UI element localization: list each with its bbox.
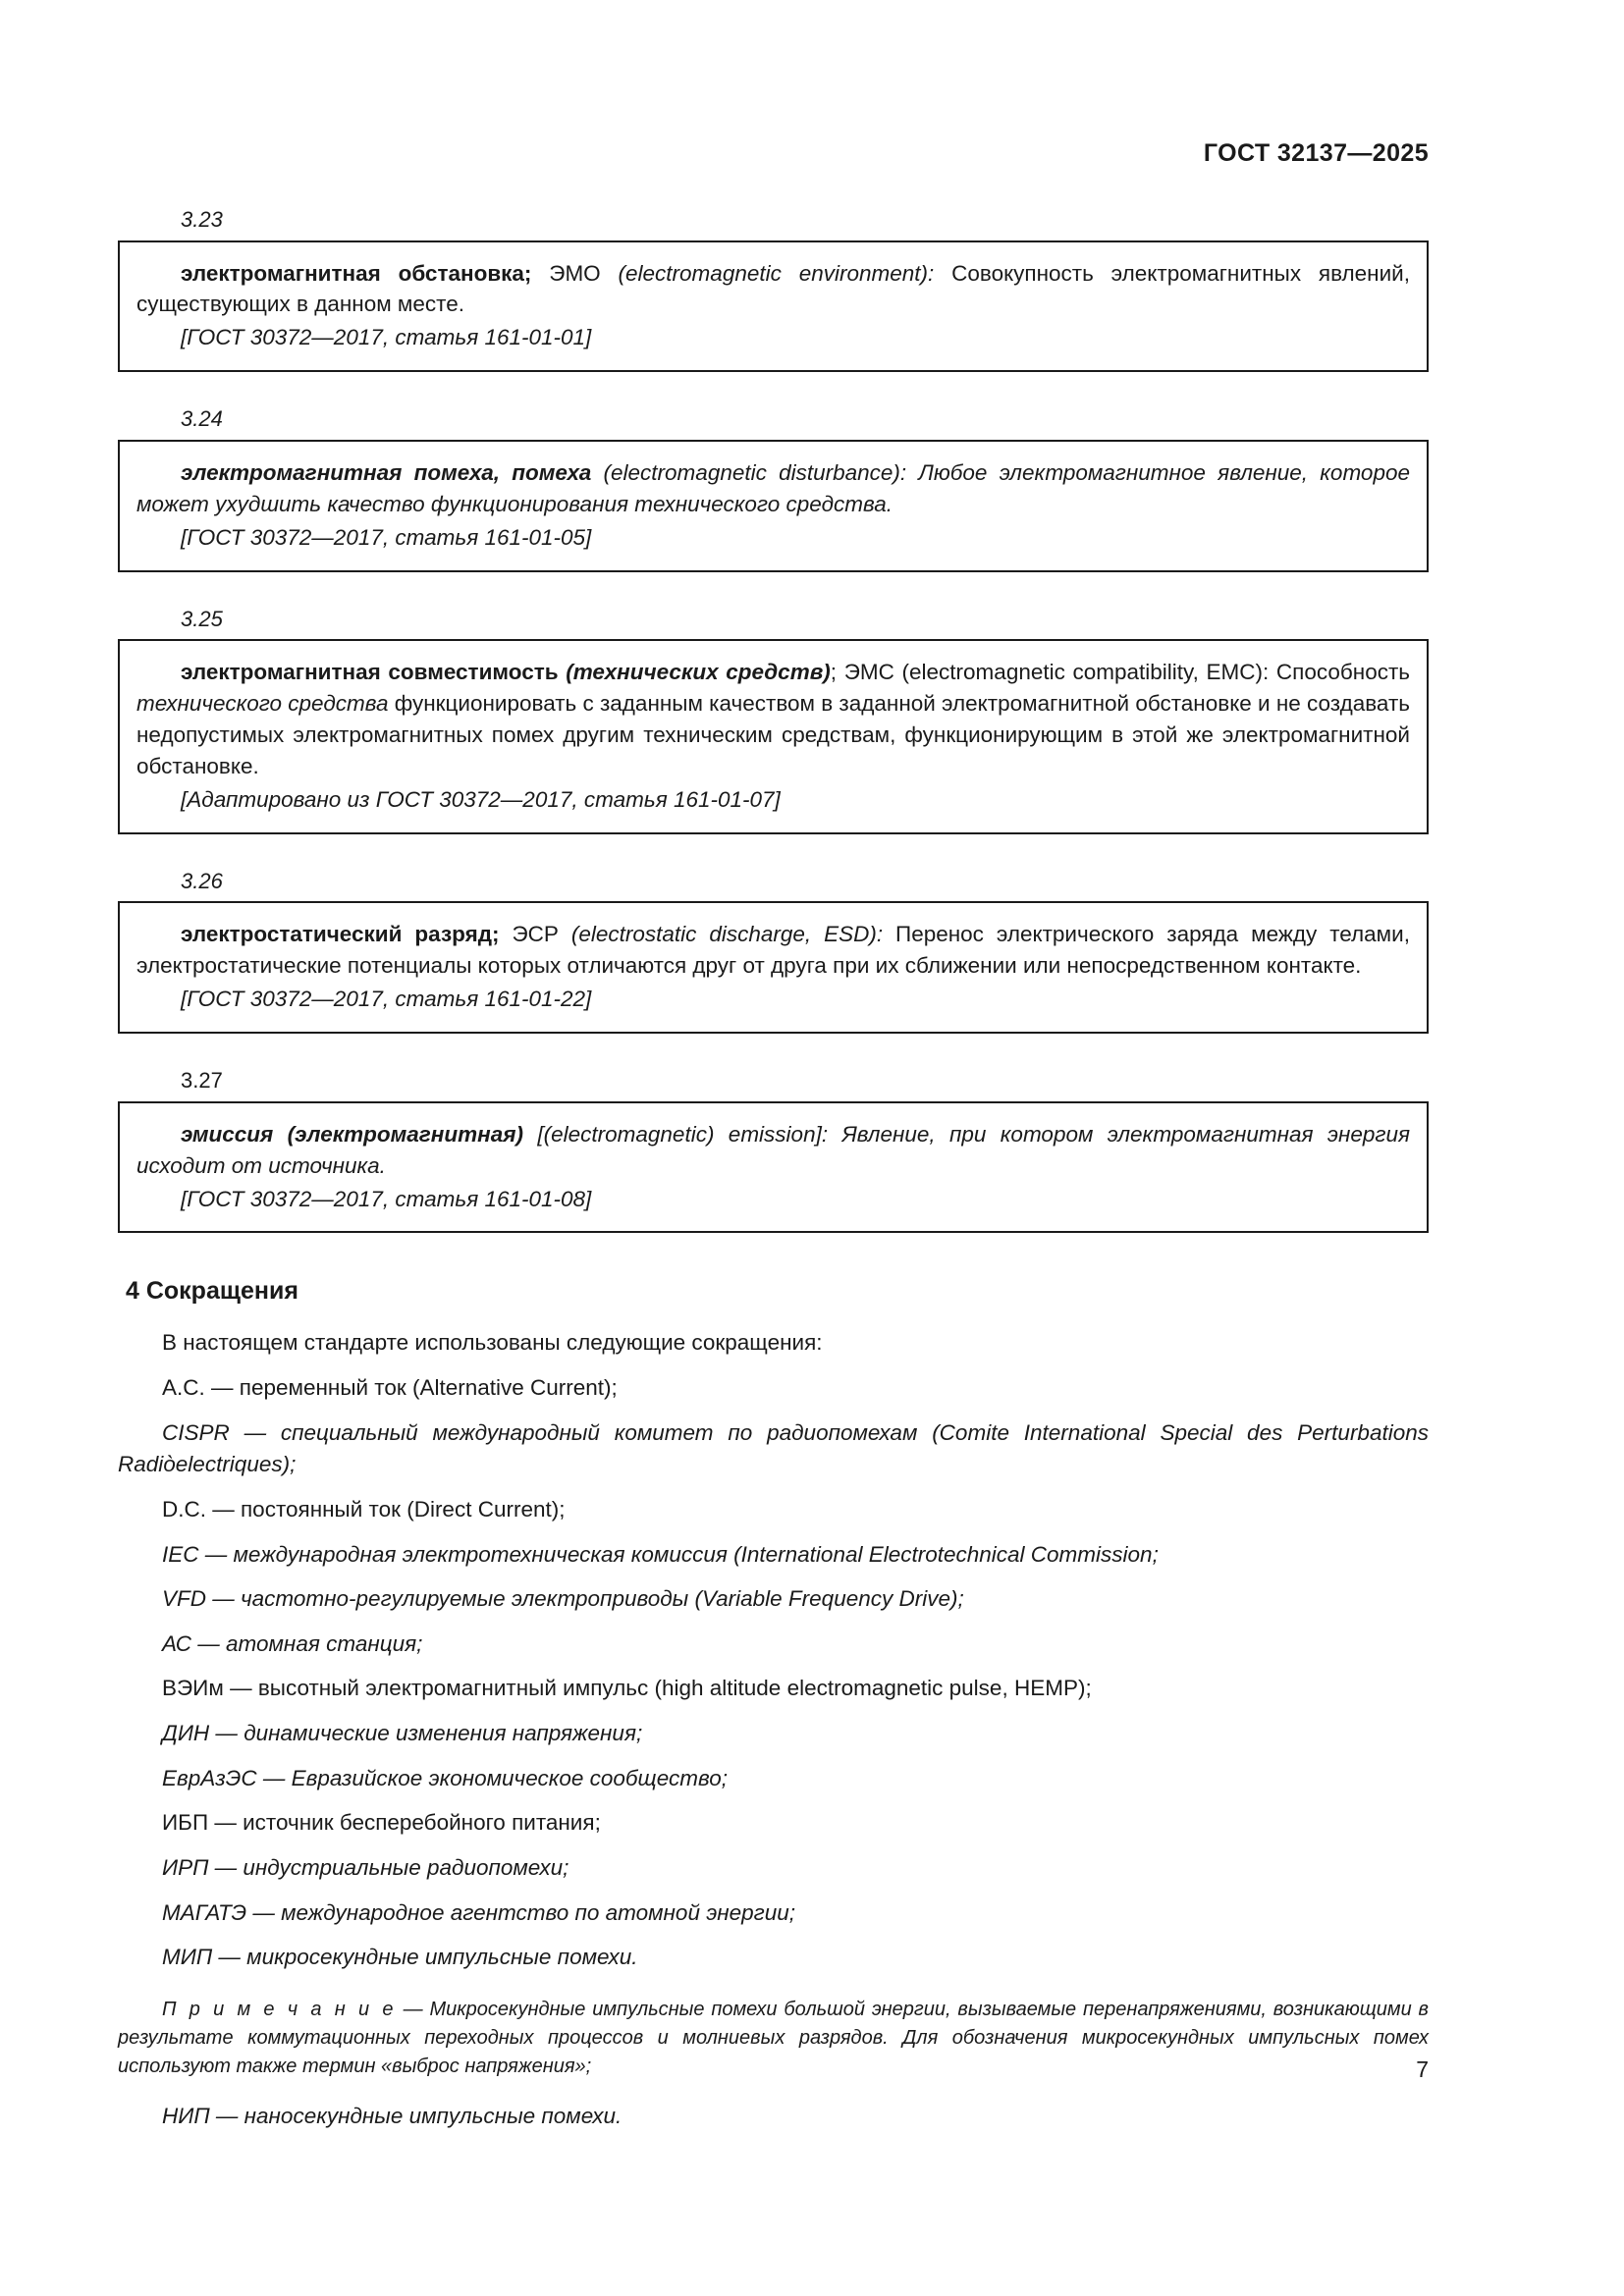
section-heading-4: 4 Сокращения <box>126 1277 298 1306</box>
source-reference-3-25: [Адаптировано из ГОСТ 30372—2017, статья 161-01-07] <box>181 786 781 812</box>
term-en-3-27: [(electromagnetic) emission]: <box>537 1121 829 1147</box>
abbreviation-item: ИБП — источник бесперебойного питания; <box>162 1810 601 1836</box>
abbreviation-item: A.C. — переменный ток (Alternative Current); <box>162 1375 618 1401</box>
term-ru-3-23: электромагнитная обстановка; <box>181 260 532 286</box>
definition-text-3-26 <box>136 919 1410 982</box>
abbreviation-item: ДИН — динамические изменения напряжения; <box>162 1721 643 1746</box>
definition-body-3-25: функционировать с заданным качеством в заданной электромагнитной обстановке и не создавать недопустимых электромагнитных помех другим техническим средствам, функционирующим в этой же электромагнитной обстановке. <box>136 691 1410 778</box>
abbreviation-item: VFD — частотно-регулируемые электроприводы (Variable Frequency Drive); <box>162 1586 964 1612</box>
source-reference-3-24: [ГОСТ 30372—2017, статья 161-01-05] <box>181 524 592 550</box>
definition-emphasis-3-25: технического средства <box>136 691 389 717</box>
source-reference-3-23: [ГОСТ 30372—2017, статья 161-01-01] <box>181 325 592 350</box>
abbreviation-item: IEC — международная электротехническая комиссия (International Electrotechnical Commission; <box>162 1541 1159 1567</box>
abbreviation-item: МАГАТЭ — международное агентство по атомной энергии; <box>162 1899 796 1925</box>
source-reference-3-26: [ГОСТ 30372—2017, статья 161-01-22] <box>181 987 592 1012</box>
abbreviation-item: НИП — наносекундные импульсные помехи. <box>162 2103 623 2128</box>
term-ru-3-25: электромагнитная совместимость <box>181 660 559 685</box>
definition-text-3-24 <box>136 457 1410 520</box>
definition-lead-3-25: Способность <box>1275 660 1410 685</box>
note-dash: — <box>396 1998 430 2020</box>
abbreviation-item: CISPR — специальный международный комитет по радиопомехам (Comite International Special des Perturbations Radiòelectriques); <box>118 1419 1429 1477</box>
term-en-3-25: (electromagnetic compatibility, EMC): <box>901 660 1270 685</box>
source-reference-3-27: [ГОСТ 30372—2017, статья 161-01-08] <box>181 1186 592 1211</box>
term-en-3-26: (electrostatic discharge, ESD): <box>570 922 884 947</box>
section-4-intro: В настоящем стандарте использованы следующие сокращения: <box>162 1330 823 1356</box>
term-separator-3-25: ; <box>830 660 838 685</box>
clause-number-3-23: 3.23 <box>181 207 223 232</box>
abbr-ru-3-23: ЭМО <box>549 260 601 286</box>
page-content <box>118 206 1429 2145</box>
abbreviation-item: АС — атомная станция; <box>162 1630 423 1656</box>
term-ru-3-26: электростатический разряд; <box>181 922 500 947</box>
definition-box-3-26 <box>118 901 1429 1034</box>
abbr-ru-3-25: ЭМС <box>843 660 894 685</box>
clause-number-3-25: 3.25 <box>181 606 223 631</box>
note-label: П р и м е ч а н и е <box>162 1998 397 2020</box>
definition-text-3-25 <box>136 657 1410 782</box>
note-text: Микросекундные импульсные помехи большой энергии, вызываемые перенапряжениями, возникающими в результате коммутационных переходных процессов и молниевых разрядов. Для обозначения микросекундных импульсных помех используют также термин «выброс напряжения»; <box>118 1998 1429 2077</box>
definition-body-3-26: Перенос электрического заряда между телами, электростатические потенциалы которых отличаются друг от друга при их сближении или непосредственном контакте. <box>136 922 1410 979</box>
clause-number-3-24: 3.24 <box>181 406 223 432</box>
definition-text-3-27 <box>136 1119 1410 1182</box>
definition-body-3-23: Совокупность электромагнитных явлений, существующих в данном месте. <box>136 260 1410 317</box>
abbreviation-item: ВЭИм — высотный электромагнитный импульс (high altitude electromagnetic pulse, HEMP); <box>162 1676 1092 1701</box>
clause-number-3-26: 3.26 <box>181 868 223 893</box>
abbreviation-item: D.C. — постоянный ток (Direct Current); <box>162 1496 566 1522</box>
definition-box-3-27 <box>118 1101 1429 1234</box>
definition-box-3-25 <box>118 639 1429 834</box>
running-header-standard-number: ГОСТ 32137—2025 <box>1203 139 1429 167</box>
abbreviation-item: ИРП — индустриальные радиопомехи; <box>162 1854 569 1880</box>
definition-body-3-27: Явление, при котором электромагнитная энергия исходит от источника. <box>136 1121 1410 1178</box>
note-paragraph <box>118 1996 1429 2081</box>
definition-body-3-24: Любое электромагнитное явление, которое может ухудшить качество функционирования технического средства. <box>136 459 1410 516</box>
definition-box-3-23 <box>118 240 1429 373</box>
page-number: 7 <box>1416 2056 1429 2082</box>
definition-box-3-24 <box>118 440 1429 572</box>
abbreviation-item: ЕврАзЭС — Евразийское экономическое сообщество; <box>162 1765 728 1790</box>
term-en-3-23: (electromagnetic environment): <box>618 260 935 286</box>
term-ru-3-24: электромагнитная помеха, помеха <box>181 459 592 485</box>
term-ru-qualifier-3-25: (технических средств) <box>566 660 831 685</box>
clause-number-3-27: 3.27 <box>181 1068 223 1094</box>
definition-text-3-23 <box>136 258 1410 321</box>
abbreviation-item: МИП — микросекундные импульсные помехи. <box>162 1945 638 1970</box>
term-en-3-24: (electromagnetic disturbance): <box>603 459 907 485</box>
abbr-ru-3-26: ЭСР <box>512 922 559 947</box>
term-ru-3-27: эмиссия (электромагнитная) <box>181 1121 523 1147</box>
